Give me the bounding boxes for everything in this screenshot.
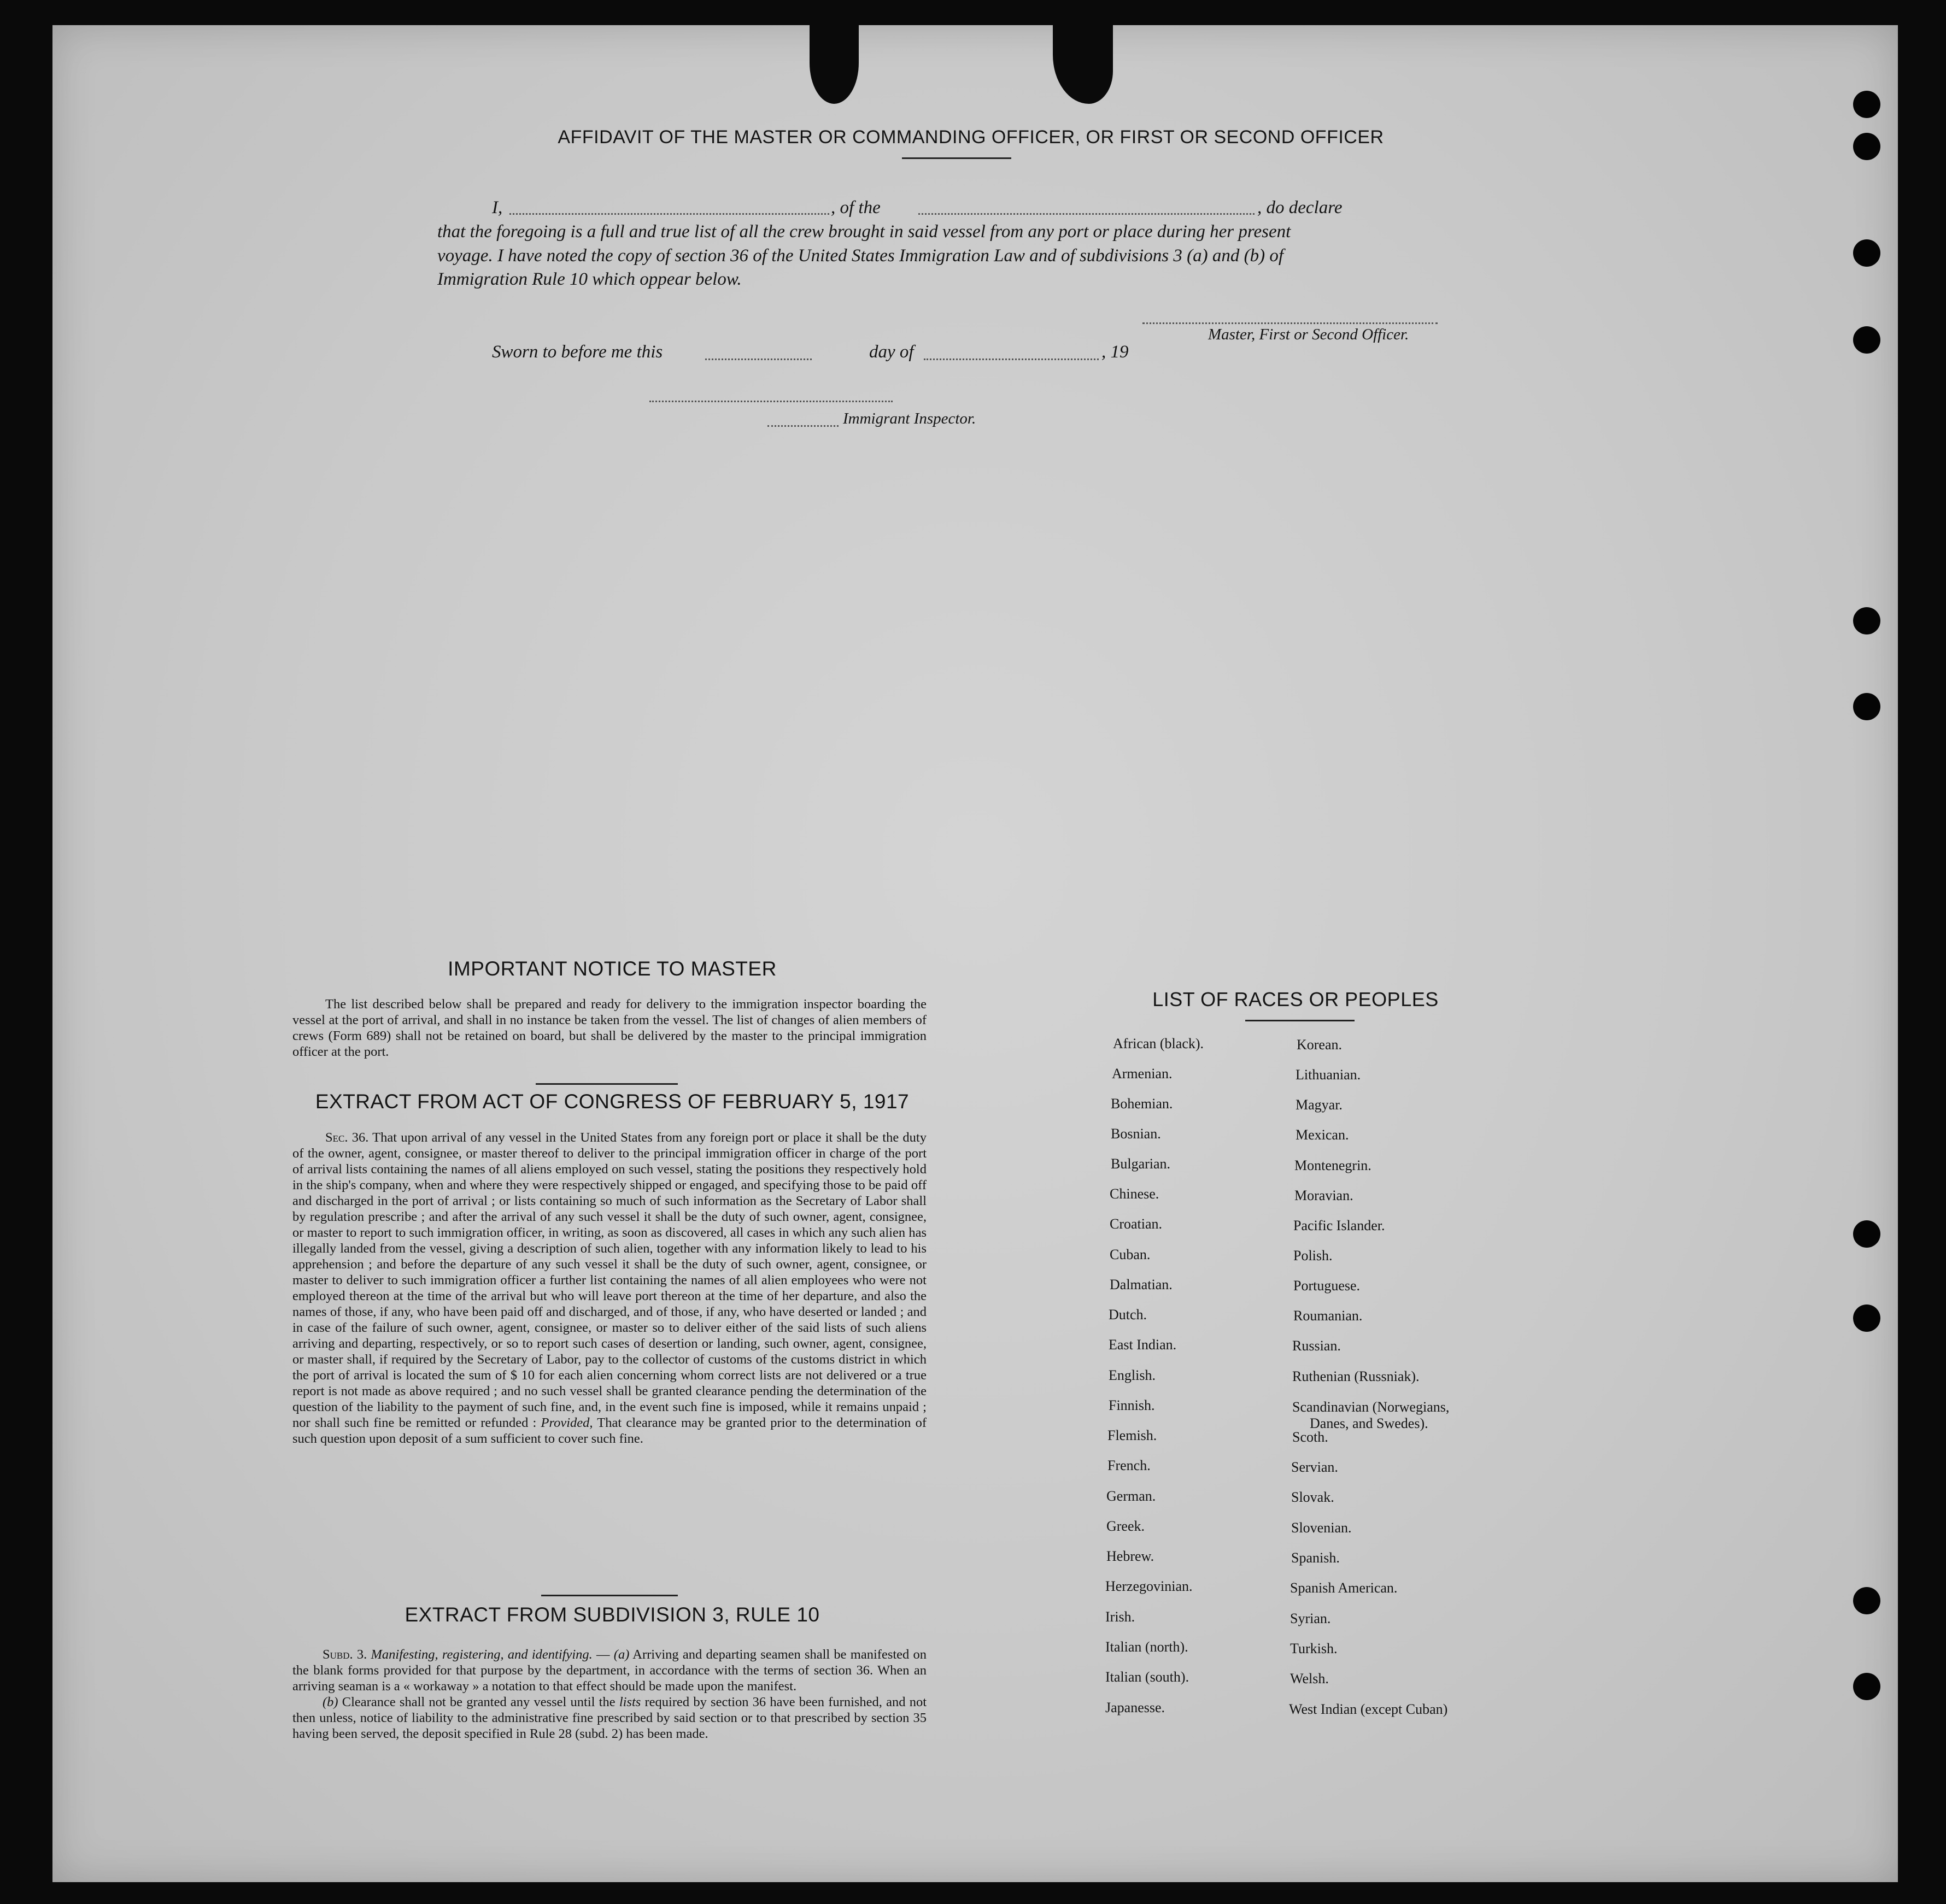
notice-rule — [536, 1083, 678, 1085]
race-right-item: Slovenian. — [1291, 1520, 1352, 1536]
act-rule — [541, 1595, 678, 1596]
act-section-label: Sec. 36. — [325, 1130, 369, 1145]
race-right-item: West Indian (except Cuban) — [1289, 1701, 1448, 1717]
race-right-item: Scandinavian (Norwegians, — [1292, 1399, 1450, 1415]
act-text — [292, 1130, 927, 1447]
rule-subd-heading: Manifesting, registering, and identifying. — [371, 1647, 593, 1662]
race-right-item: Ruthenian (Russniak). — [1292, 1368, 1420, 1384]
binder-hole — [1853, 1673, 1880, 1700]
race-left-item: Italian (south). — [1105, 1669, 1189, 1685]
rule-a-text: Arriving and departing seamen shall be manifested on the blank forms provided for that purpose by the department, in accordance with the terms of section 36. When an arriving seaman is a « workaway » a notation to that effect should be made upon the manifest. — [292, 1647, 927, 1694]
of-the-label: , of the — [831, 198, 881, 218]
race-left-item: Bulgarian. — [1111, 1156, 1171, 1172]
race-left-item: East Indian. — [1109, 1337, 1177, 1353]
rule-b-text-1: Clearance shall not be granted any vessel until the — [342, 1695, 616, 1709]
rule-b-marker: (b) — [323, 1695, 338, 1709]
act-provided-label: Provided, — [541, 1415, 593, 1430]
do-declare-label: , do declare — [1257, 198, 1343, 218]
race-left-item: Armenian. — [1112, 1066, 1173, 1082]
races-title: LIST OF RACES OR PEOPLES — [1152, 988, 1439, 1010]
act-section-text: That upon arrival of any vessel in the United States from any foreign port or place it shall be the duty of the owner, agent, consignee, or master thereof to deliver to the principal immigration officer in charge of the port of arrival lists containing the names of all aliens employed on such vessel, stating the positions they respectively hold in the ship's company, when and where they were respectively shipped or engaged, and specifying those to be paid off and discharged in the port of arrival ; or lists containing so much of such information as the Secretary of Labor shall by regulation prescribe ; and after the arrival of any such vessel it shall be the duty of such owner, agent, consignee, or master to report to such immigration officer, in writing, as soon as discovered, all cases in which any such alien has illegally landed from the vessel, giving a description of such alien, together with any information likely to lead to his apprehension ; and before the departure of any such vessel it shall be the duty of such owner, agent, consignee, or master to deliver to such immigration officer a further list containing the names of all alien employees who were not employed thereon at the time of the arrival but who will leave port thereon at the time of her departure, and also the names of those, if any, who have been paid off and discharged, and of those, if any, who have deserted or landed ; and in case of the failure of such owner, agent, consignee, or master so to deliver either of the said lists of such aliens arriving and departing, respectively, or so to report such cases of desertion or landing, such owner, agent, consignee, or master shall, if required by the Secretary of Labor, pay to the collector of customs of the customs district in which the port of arrival is located the sum of $ 10 for each alien concerning whom correct lists are not delivered or a true report is not made as above required ; and no such vessel shall be granted clearance pending the determination of the question of the liability to the payment of such fine, and, in the event such fine is imposed, while it remains unpaid ; nor shall such fine be remitted or refunded : — [292, 1130, 927, 1430]
race-left-item: Finnish. — [1109, 1397, 1155, 1413]
race-right-item: Servian. — [1291, 1459, 1338, 1475]
race-left-item: African (black). — [1113, 1036, 1204, 1051]
race-left-item: Bohemian. — [1111, 1096, 1173, 1112]
act-title: EXTRACT FROM ACT OF CONGRESS OF FEBRUARY 5, 1917 — [315, 1090, 910, 1113]
binder-hole — [1853, 693, 1880, 720]
race-right-item: Slovak. — [1291, 1489, 1334, 1505]
race-right-item: Turkish. — [1290, 1641, 1338, 1656]
binder-hole — [1853, 91, 1880, 118]
race-right-item: Danes, and Swedes). — [1310, 1415, 1428, 1431]
master-signature-label: Master, First or Second Officer. — [1208, 326, 1409, 343]
rule-subd-label: Subd. 3. — [323, 1647, 367, 1662]
race-left-item: Herzegovinian. — [1105, 1578, 1193, 1594]
rule-title: EXTRACT FROM SUBDIVISION 3, RULE 10 — [405, 1603, 820, 1626]
race-right-item: Pacific Islander. — [1293, 1218, 1385, 1233]
race-right-item: Korean. — [1297, 1037, 1343, 1053]
binder-hole — [1853, 1587, 1880, 1614]
race-left-item: Bosnian. — [1111, 1126, 1161, 1142]
race-left-item: Hebrew. — [1106, 1548, 1154, 1564]
sworn-line — [492, 340, 1175, 364]
top-notch-right — [1053, 22, 1113, 104]
binder-hole — [1853, 1304, 1880, 1332]
race-left-item: Croatian. — [1110, 1216, 1163, 1232]
race-right-item: Spanish. — [1291, 1550, 1340, 1566]
race-right-item: Syrian. — [1290, 1611, 1331, 1626]
notice-paragraph: The list described below shall be prepared and ready for delivery to the immigration inspector boarding the vessel at the port of arrival, and shall in no instance be taken from the vessel. The list of changes of alien members of crews (Form 689) shall not be retained on board, but shall be delivered by the master to the principal immigration officer at the port. — [292, 997, 927, 1059]
affidavit-line-4: Immigration Rule 10 which oppear below. — [437, 269, 742, 289]
race-right-item: Moravian. — [1294, 1188, 1353, 1203]
race-left-item: Greek. — [1106, 1518, 1145, 1534]
race-left-item: Chinese. — [1110, 1186, 1159, 1202]
binder-hole — [1853, 326, 1880, 354]
race-right-item: Russian. — [1292, 1338, 1341, 1354]
rule-b-text-2: required by section 36 have been furnished, and not then unless, notice of liability to the administrative fine prescribed by said section or to that prescribed by section 35 having been served, the deposit specified in Rule 28 (subd. 2) has been made. — [292, 1695, 927, 1741]
year-label: , 19 — [1101, 342, 1129, 362]
race-left-item: Dutch. — [1109, 1307, 1147, 1323]
race-right-item: Roumanian. — [1293, 1308, 1363, 1324]
notice-text — [292, 996, 927, 1060]
declarant-name-field[interactable] — [509, 213, 829, 215]
race-right-item: Scoth. — [1292, 1429, 1328, 1445]
rule-a-marker: (a) — [613, 1647, 630, 1662]
race-right-item: Portuguese. — [1293, 1278, 1361, 1294]
sworn-day-field[interactable] — [705, 359, 812, 360]
binder-hole — [1853, 1220, 1880, 1248]
binder-hole — [1853, 607, 1880, 634]
race-right-item: Magyar. — [1296, 1097, 1343, 1113]
race-right-item: Montenegrin. — [1294, 1157, 1371, 1173]
act-provided-text: That clearance may be granted prior to the determination of such question upon deposit of a sum sufficient to cover such fine. — [292, 1415, 927, 1446]
rule-b-lists: lists — [619, 1695, 641, 1709]
binder-hole — [1853, 239, 1880, 267]
race-left-item: English. — [1109, 1367, 1156, 1383]
races-title-rule — [1245, 1020, 1355, 1021]
sworn-month-field[interactable] — [924, 359, 1099, 360]
affidavit-line-3: voyage. I have noted the copy of section 36 of the United States Immigration Law and of subdivisions 3 (a) and (b) of — [437, 246, 1284, 266]
rule-text: Subd. 3. Manifesting, registering, and identifying. — (a) Arriving and departing seamen shall be manifested on the blank forms provided for that purpose by the department, in accordance with the terms of section 36. When an arriving seaman is a « workaway » a notation to that effect should be made upon the manifest. (b) Clearance shall not be granted any vessel until the lists required by section 36 have been furnished, and not then unless, notice of liability to the administrative fine prescribed by said section or to that prescribed by section 35 having been served, the deposit specified in Rule 28 (subd. 2) has been made. — [292, 1647, 927, 1741]
race-right-item: Mexican. — [1296, 1127, 1349, 1143]
race-left-item: German. — [1106, 1488, 1156, 1504]
race-left-item: Flemish. — [1107, 1427, 1157, 1443]
notice-title: IMPORTANT NOTICE TO MASTER — [448, 957, 777, 980]
race-right-item: Spanish American. — [1290, 1580, 1398, 1596]
race-left-item: Cuban. — [1110, 1247, 1151, 1262]
sworn-label: Sworn to before me this — [492, 342, 663, 362]
affidavit-title: AFFIDAVIT OF THE MASTER OR COMMANDING OFFICER, OR FIRST OR SECOND OFFICER — [558, 127, 1384, 148]
affidavit-title-rule — [902, 157, 1011, 159]
binder-hole — [1853, 133, 1880, 160]
inspector-label: Immigrant Inspector. — [843, 410, 976, 427]
top-notch-left — [810, 22, 859, 104]
inspector-signature-line[interactable] — [649, 401, 893, 402]
day-of-label: day of — [869, 342, 914, 362]
race-left-item: Italian (north). — [1105, 1639, 1188, 1655]
race-right-item: Lithuanian. — [1296, 1067, 1361, 1083]
race-right-item: Welsh. — [1290, 1671, 1329, 1686]
affidavit-line-2: that the foregoing is a full and true list of all the crew brought in said vessel from any port or place during her present — [437, 222, 1291, 242]
race-right-item: Polish. — [1293, 1248, 1333, 1264]
vessel-field[interactable] — [918, 213, 1255, 215]
race-left-item: Japanesse. — [1105, 1700, 1165, 1715]
master-signature-line[interactable] — [1142, 322, 1438, 324]
race-left-item: French. — [1107, 1458, 1151, 1473]
inspector-signature-line-2 — [767, 425, 839, 427]
race-left-item: Dalmatian. — [1110, 1277, 1173, 1292]
race-left-item: Irish. — [1105, 1609, 1135, 1625]
declarant-prefix: I, — [492, 198, 503, 218]
affidavit-line-1 — [437, 196, 1476, 220]
